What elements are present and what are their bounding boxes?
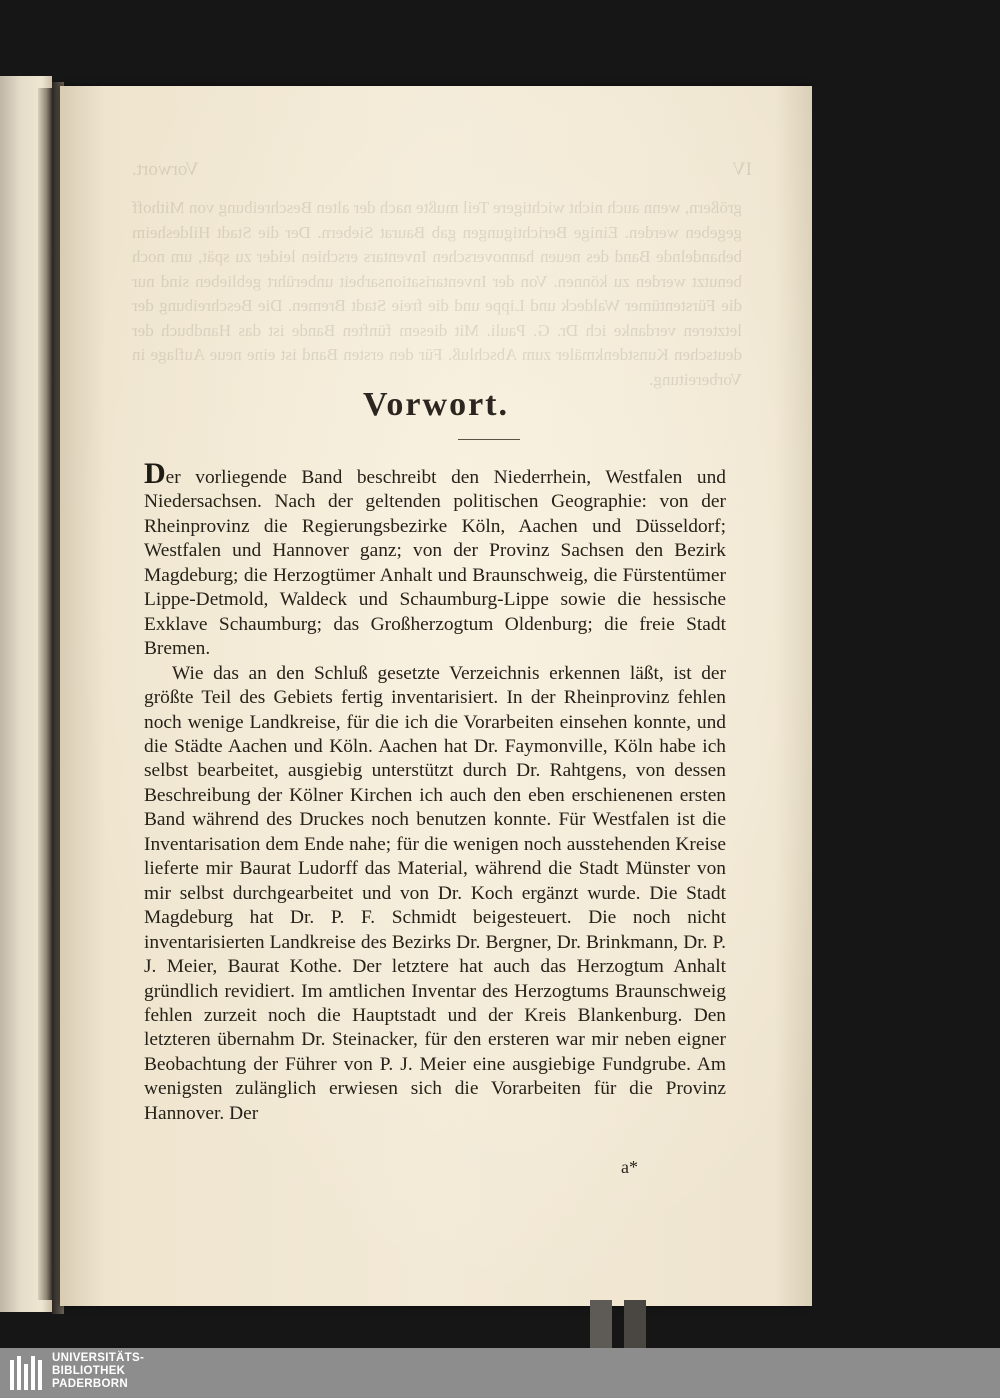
library-logo-icon (10, 1354, 46, 1392)
bleed-running-head (132, 158, 752, 183)
logo-bar (17, 1356, 21, 1390)
bookmark-ribbon (590, 1300, 612, 1348)
book-page (60, 86, 812, 1306)
logo-bar (24, 1364, 28, 1390)
logo-bar (31, 1356, 35, 1390)
logo-bar (10, 1360, 14, 1390)
background-right (812, 86, 1000, 1348)
bookmark-ribbons (590, 1300, 730, 1348)
book-gutter (38, 88, 52, 1300)
drop-cap: D (144, 457, 166, 490)
logo-bar (38, 1360, 42, 1390)
signature-mark: a* (621, 1157, 638, 1177)
bleed-page-number: IV (731, 159, 752, 180)
library-logo-text (52, 1352, 144, 1391)
logo-line-3: PADERBORN (52, 1378, 128, 1390)
paragraph-1-text: er vorliegende Band beschreibt den Niederrhein, Westfalen und Niedersachsen. Nach der geltenden politischen Geographie: von der Rheinprovinz die Regierungsbezirke Köln, Aachen und Düsseldorf; Westfalen und Hannover ganz; von der Provinz Sachsen den Bezirk Magdeburg; die Herzogtümer Anhalt und Braunschweig, die Fürstentümer Lippe-Detmold, Waldeck und Schaumburg-Lippe sowie die hessische Exklave Schaumburg; das Großherzogtum Oldenburg; die freie Stadt Bremen. (144, 467, 726, 660)
logo-line-1: UNIVERSITÄTS- (52, 1352, 145, 1364)
logo-line-2: BIBLIOTHEK (52, 1365, 126, 1377)
bookmark-ribbon (624, 1300, 646, 1348)
paragraph-2: Wie das an den Schluß gesetzte Verzeichnis erkennen läßt, ist der größte Teil des Gebiets fertig inventarisiert. In der Rheinprovinz fehlen noch wenige Landkreise, für die ich die Vorarbeiten einsehen konnte, und die Städte Aachen und Köln. Aachen hat Dr. Faymonville, Köln habe ich selbst bearbeitet, ausgiebig unterstützt durch Dr. Rahtgens, von dessen Beschreibung der Kölner Kirchen ich auch den eben erschienenen ersten Band während des Druckes noch benutzen konnte. Für Westfalen ist die Inventarisation dem Ende nahe; für die wenigen noch ausstehenden Kreise lieferte mir Baurat Ludorff das Material, während die Stadt Münster von mir selbst durchgearbeitet und von Dr. Koch ergänzt wurde. Die Stadt Magdeburg hat Dr. P. F. Schmidt beigesteuert. Die noch nicht inventarisierten Landkreise des Bezirks Dr. Bergner, Dr. Brinkmann, Dr. P. J. Meier, Baurat Kothe. Der letztere hat auch das Herzogtum Anhalt gründlich revidiert. Im amtlichen Inventar des Herzogtums Braunschweig fehlen zurzeit noch die Hauptstadt und der Kreis Blankenburg. Den letzteren übernahm Dr. Steinacker, für den ersteren war mir neben eigner Beobachtung der Führer von P. J. Meier eine ausgiebige Fundgrube. Am wenigsten zulänglich erwiesen sich die Vorarbeiten für die Provinz Hannover. Der (144, 662, 726, 1124)
library-footer-bar (0, 1348, 1000, 1398)
bleed-through-text (60, 86, 812, 516)
bleed-head-title: Vorwort. (132, 159, 199, 180)
page-title: Vorwort. (363, 386, 509, 423)
paragraph-1 (144, 457, 726, 662)
body-text (144, 457, 726, 1126)
title-rule (458, 439, 520, 440)
bleed-paragraph: größern, wenn auch nicht wichtigere Teil mußte nach der alten Beschreibung von Mithoff gegeben werden. Einige Berichtigungen gab Baurat Siebern. Der die Stadt Hildesheim behandelnde Band des neuen hannoverschen Inventars erschien leider zu spät, um noch benutzt werden zu können. Von der Inventarisationsarbeit unberührt geblieben sind nur die Fürstentümer Waldeck und Lippe und die freie Stadt Bremen. Die Beschreibung der letzteren verdanke ich Dr. G. Pauli. Mit diesem fünften Bande ist das Handbuch der deutschen Kunstdenkmäler zum Abschluß. Für den ersten Band ist eine neue Auflage in Vorbereitung. (132, 198, 742, 389)
